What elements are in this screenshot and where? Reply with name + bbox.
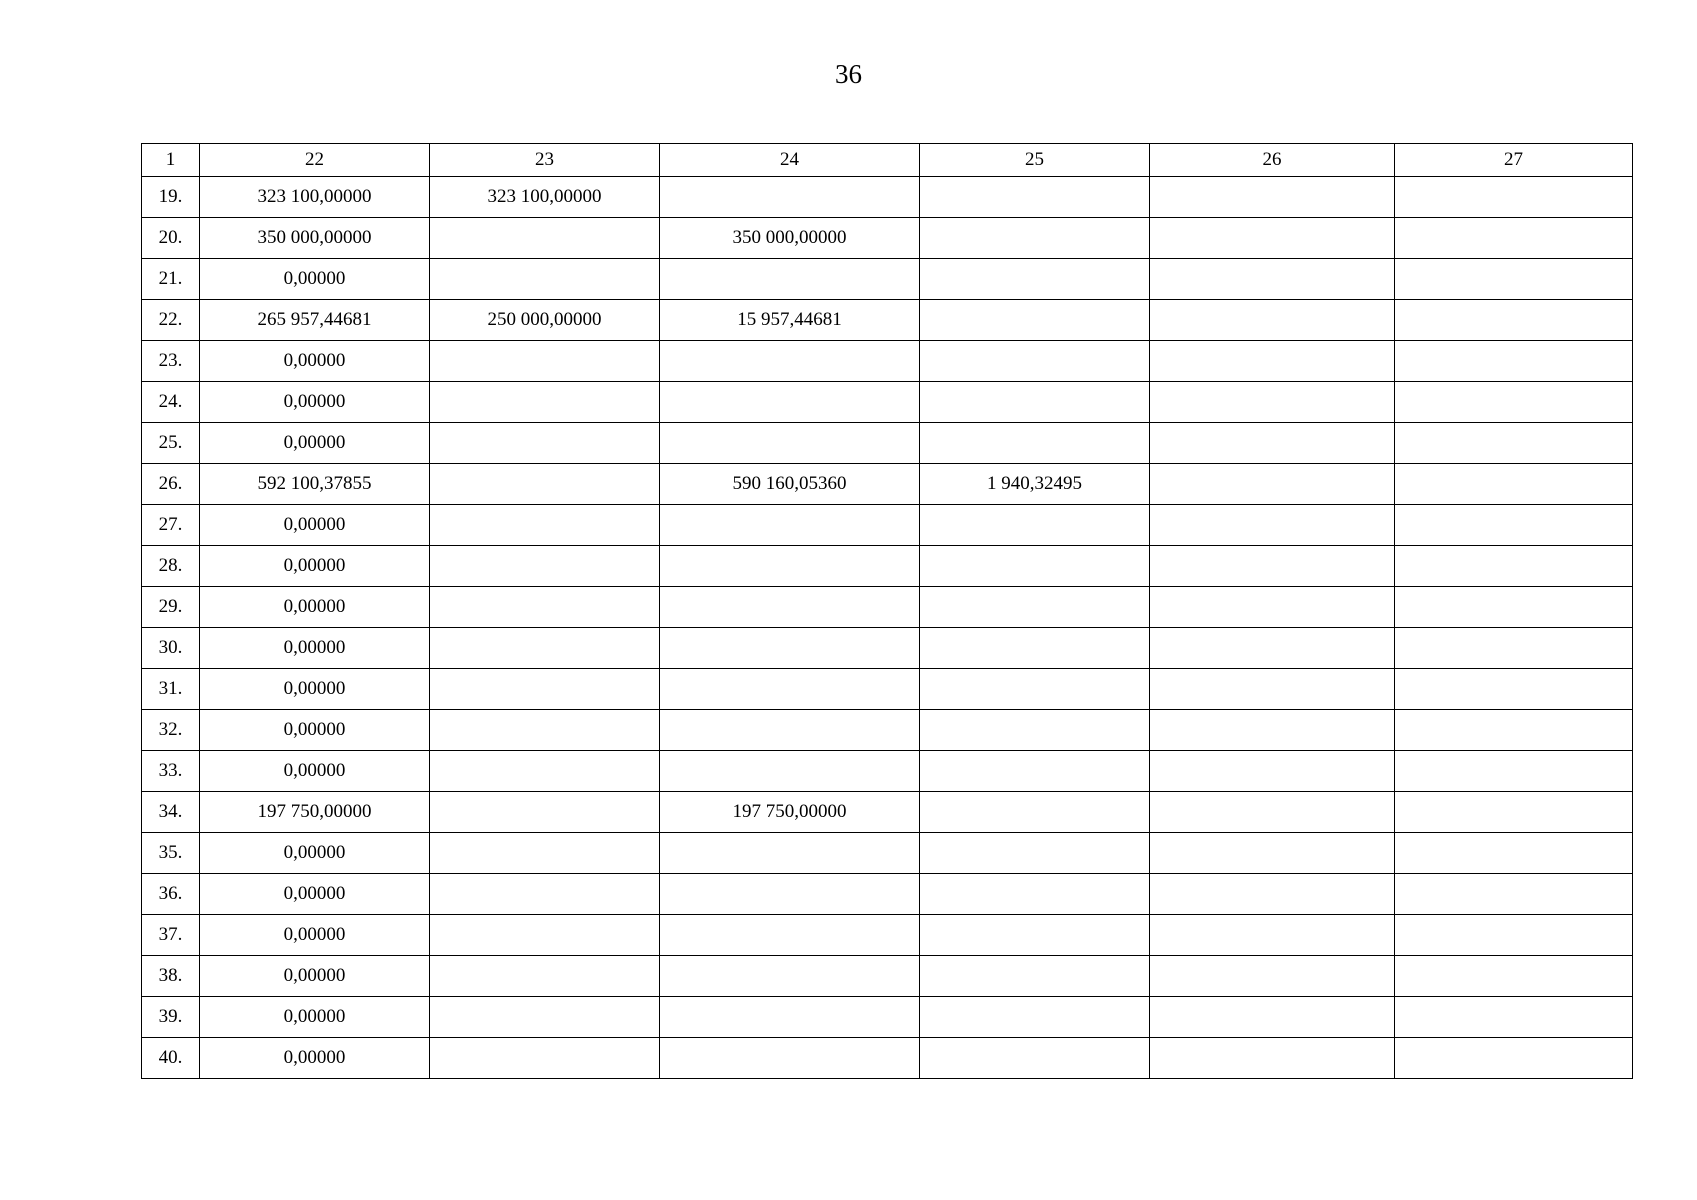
table-cell [920, 505, 1150, 546]
row-number-cell: 31. [142, 669, 200, 710]
table-row [142, 628, 1633, 669]
table-cell [430, 587, 660, 628]
table-cell [1150, 833, 1395, 874]
row-number-cell: 40. [142, 1038, 200, 1079]
table-row [142, 300, 1633, 341]
table-cell [430, 1038, 660, 1079]
table-cell [1395, 423, 1633, 464]
table-row [142, 833, 1633, 874]
table-cell [1150, 587, 1395, 628]
table-cell [920, 177, 1150, 218]
table-row [142, 997, 1633, 1038]
table-cell [430, 997, 660, 1038]
table-cell [1150, 464, 1395, 505]
table-cell [430, 505, 660, 546]
table-cell [430, 259, 660, 300]
table-cell [1395, 505, 1633, 546]
table-cell [430, 792, 660, 833]
table-cell [430, 915, 660, 956]
table-cell [1395, 546, 1633, 587]
table-cell [430, 710, 660, 751]
table-cell: 590 160,05360 [660, 464, 920, 505]
table-cell [1150, 177, 1395, 218]
table-cell [660, 956, 920, 997]
table-cell: 0,00000 [200, 341, 430, 382]
table-cell: 0,00000 [200, 505, 430, 546]
table-cell [1395, 218, 1633, 259]
table-cell [430, 218, 660, 259]
table-cell [920, 259, 1150, 300]
table-cell [920, 915, 1150, 956]
table-row [142, 177, 1633, 218]
table-cell: 1 940,32495 [920, 464, 1150, 505]
table-cell: 323 100,00000 [430, 177, 660, 218]
table-cell: 350 000,00000 [660, 218, 920, 259]
table-cell [1150, 915, 1395, 956]
table-cell [430, 751, 660, 792]
row-number-cell: 34. [142, 792, 200, 833]
table-cell [1150, 423, 1395, 464]
table-cell [1150, 341, 1395, 382]
table-cell: 250 000,00000 [430, 300, 660, 341]
table-cell [920, 382, 1150, 423]
table-cell [1395, 341, 1633, 382]
table-cell: 0,00000 [200, 587, 430, 628]
table-cell [1150, 259, 1395, 300]
table-cell [660, 833, 920, 874]
table-cell [920, 956, 1150, 997]
row-number-cell: 28. [142, 546, 200, 587]
table-cell [1150, 997, 1395, 1038]
table-cell [1395, 956, 1633, 997]
table-row [142, 710, 1633, 751]
table-cell [920, 792, 1150, 833]
table-cell: 0,00000 [200, 628, 430, 669]
row-number-cell: 25. [142, 423, 200, 464]
header-row [142, 144, 1633, 177]
table-cell [920, 587, 1150, 628]
table-cell [1395, 628, 1633, 669]
table-cell [1150, 218, 1395, 259]
table-cell [1150, 956, 1395, 997]
table-cell: 15 957,44681 [660, 300, 920, 341]
page-number: 36 [835, 59, 862, 89]
table-cell [1395, 710, 1633, 751]
row-number-cell: 32. [142, 710, 200, 751]
table-cell [660, 382, 920, 423]
table-cell: 0,00000 [200, 833, 430, 874]
table-cell [920, 300, 1150, 341]
table-cell: 592 100,37855 [200, 464, 430, 505]
table-cell [660, 341, 920, 382]
table-cell: 0,00000 [200, 1038, 430, 1079]
row-number-cell: 20. [142, 218, 200, 259]
table-row [142, 259, 1633, 300]
table-cell [660, 546, 920, 587]
table-row [142, 505, 1633, 546]
row-number-cell: 22. [142, 300, 200, 341]
table-cell [1150, 1038, 1395, 1079]
row-number-cell: 38. [142, 956, 200, 997]
table-cell [660, 177, 920, 218]
row-number-cell: 33. [142, 751, 200, 792]
table-cell [1395, 1038, 1633, 1079]
table-cell [430, 464, 660, 505]
row-number-cell: 30. [142, 628, 200, 669]
table-cell [1395, 874, 1633, 915]
data-table [141, 143, 1633, 1079]
table-cell [1395, 259, 1633, 300]
table-cell [1150, 669, 1395, 710]
table-cell [1395, 382, 1633, 423]
table-cell [430, 382, 660, 423]
table-cell: 197 750,00000 [200, 792, 430, 833]
table-cell [920, 874, 1150, 915]
table-cell: 0,00000 [200, 874, 430, 915]
table-cell [920, 997, 1150, 1038]
table-cell [1150, 505, 1395, 546]
table-cell [920, 669, 1150, 710]
table-cell [430, 874, 660, 915]
table-row [142, 423, 1633, 464]
table-cell [1395, 464, 1633, 505]
row-number-cell: 19. [142, 177, 200, 218]
table-cell [1150, 546, 1395, 587]
table-cell [660, 1038, 920, 1079]
table-cell [660, 423, 920, 464]
column-header: 22 [200, 144, 430, 177]
table-cell [660, 587, 920, 628]
row-number-cell: 24. [142, 382, 200, 423]
column-header: 24 [660, 144, 920, 177]
table-cell [660, 997, 920, 1038]
table-cell [430, 341, 660, 382]
table-cell: 0,00000 [200, 751, 430, 792]
table-cell [920, 218, 1150, 259]
table-cell [660, 751, 920, 792]
table-cell [660, 628, 920, 669]
table-cell: 0,00000 [200, 997, 430, 1038]
table-row [142, 218, 1633, 259]
table-cell [660, 710, 920, 751]
table-cell [660, 505, 920, 546]
table-cell [1150, 628, 1395, 669]
table-cell: 0,00000 [200, 915, 430, 956]
column-header: 25 [920, 144, 1150, 177]
table-cell: 0,00000 [200, 669, 430, 710]
table-row [142, 669, 1633, 710]
table-cell [1150, 751, 1395, 792]
row-number-cell: 29. [142, 587, 200, 628]
table-cell [920, 751, 1150, 792]
row-number-cell: 36. [142, 874, 200, 915]
table-row [142, 382, 1633, 423]
table-cell [660, 915, 920, 956]
row-number-cell: 37. [142, 915, 200, 956]
table-cell [660, 259, 920, 300]
row-number-cell: 23. [142, 341, 200, 382]
table-row [142, 546, 1633, 587]
table-cell [920, 546, 1150, 587]
table-cell: 0,00000 [200, 546, 430, 587]
table-row [142, 956, 1633, 997]
table-cell [1395, 177, 1633, 218]
table-cell: 0,00000 [200, 382, 430, 423]
table-row [142, 341, 1633, 382]
table-cell: 0,00000 [200, 423, 430, 464]
table-header [142, 144, 1633, 177]
table-cell [430, 956, 660, 997]
table-cell [430, 669, 660, 710]
table-cell [920, 423, 1150, 464]
table-cell [660, 669, 920, 710]
table-cell [1150, 710, 1395, 751]
row-number-cell: 35. [142, 833, 200, 874]
column-header: 1 [142, 144, 200, 177]
table-row [142, 915, 1633, 956]
table-row [142, 464, 1633, 505]
table-cell [430, 628, 660, 669]
table-cell [1395, 300, 1633, 341]
table-cell [660, 874, 920, 915]
table-row [142, 587, 1633, 628]
table-cell [1395, 587, 1633, 628]
table-cell: 265 957,44681 [200, 300, 430, 341]
table-cell [920, 1038, 1150, 1079]
table-cell [920, 710, 1150, 751]
table-row [142, 874, 1633, 915]
table-cell: 350 000,00000 [200, 218, 430, 259]
table-cell: 197 750,00000 [660, 792, 920, 833]
table-cell [1395, 915, 1633, 956]
table-cell [430, 546, 660, 587]
table-row [142, 751, 1633, 792]
row-number-cell: 27. [142, 505, 200, 546]
table-body [142, 177, 1633, 1079]
table-cell: 0,00000 [200, 259, 430, 300]
row-number-cell: 39. [142, 997, 200, 1038]
table-cell [1395, 997, 1633, 1038]
table-cell [920, 833, 1150, 874]
table-cell [1395, 833, 1633, 874]
column-header: 23 [430, 144, 660, 177]
table-cell [1150, 382, 1395, 423]
table-cell [1395, 792, 1633, 833]
table-cell: 0,00000 [200, 710, 430, 751]
table-row [142, 792, 1633, 833]
table-cell [1150, 300, 1395, 341]
table-cell [1150, 792, 1395, 833]
table-cell [1150, 874, 1395, 915]
row-number-cell: 21. [142, 259, 200, 300]
table-cell [1395, 751, 1633, 792]
column-header: 26 [1150, 144, 1395, 177]
column-header: 27 [1395, 144, 1633, 177]
table-cell [920, 628, 1150, 669]
table-cell [920, 341, 1150, 382]
table-cell: 0,00000 [200, 956, 430, 997]
table-cell [430, 423, 660, 464]
table-row [142, 1038, 1633, 1079]
table-cell: 323 100,00000 [200, 177, 430, 218]
table-cell [430, 833, 660, 874]
table-cell [1395, 669, 1633, 710]
row-number-cell: 26. [142, 464, 200, 505]
